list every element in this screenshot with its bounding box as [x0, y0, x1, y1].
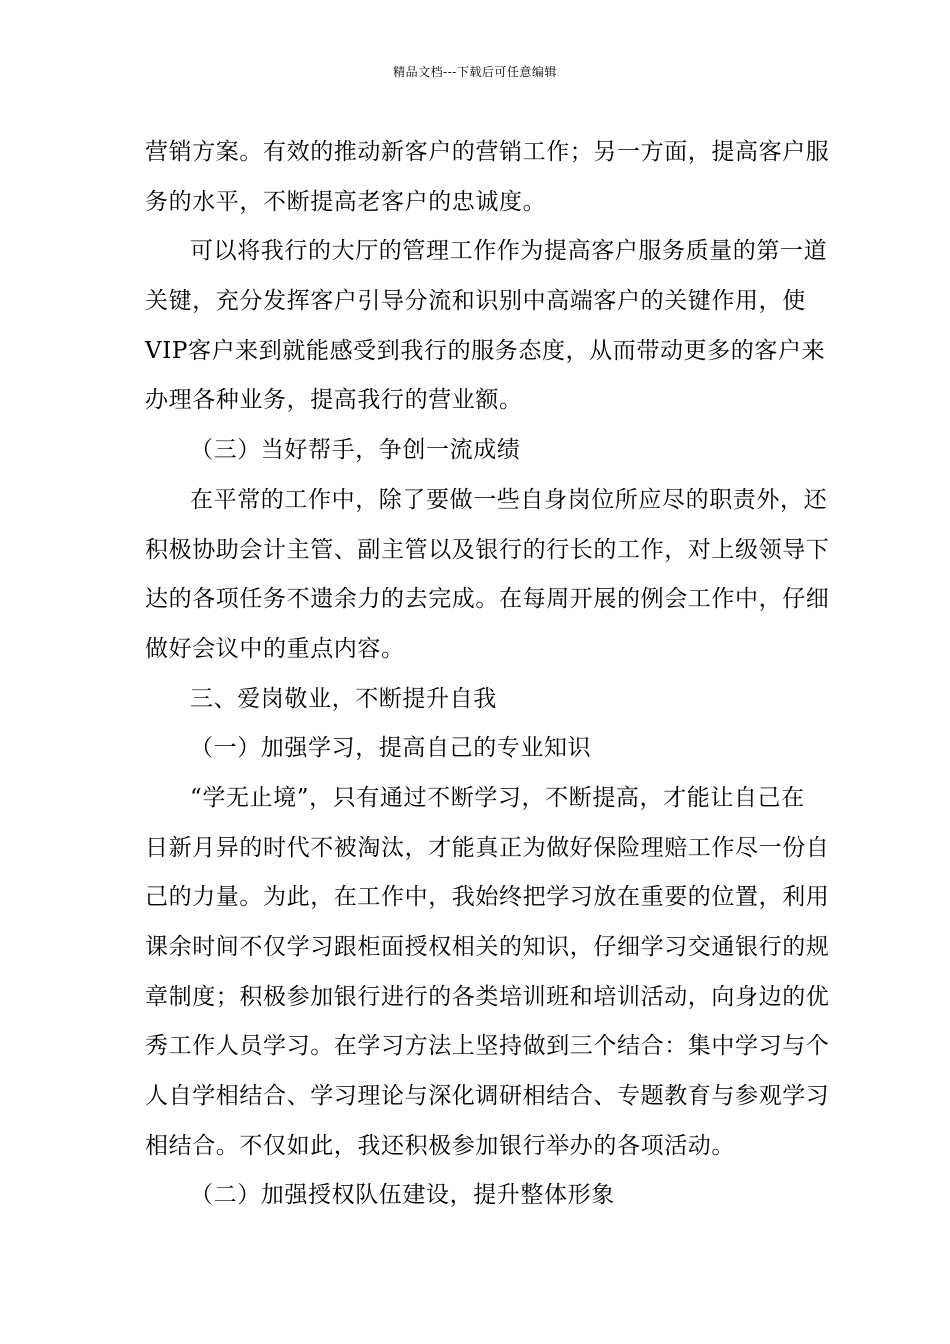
text-line: 办理各种业务，提高我行的营业额。: [145, 387, 523, 414]
section-heading: （一）加强学习，提高自己的专业知识: [190, 735, 592, 762]
section-heading: 三、爱岗敬业，不断提升自我: [190, 685, 497, 712]
text-line: 营销方案。有效的推动新客户的营销工作；另一方面，提高客户服: [145, 139, 830, 165]
section-heading: （三）当好帮手，争创一流成绩: [190, 437, 521, 464]
section-heading: （二）加强授权队伍建设，提升整体形象: [190, 1182, 615, 1209]
text-line: 达的各项任务不遗余力的去完成。在每周开展的例会工作中，仔细: [145, 586, 830, 613]
document-body: [145, 128, 830, 1221]
text-line: 务的水平，不断提高老客户的忠诚度。: [145, 188, 547, 215]
text-line: 章制度；积极参加银行进行的各类培训班和培训活动，向身边的优: [145, 983, 830, 1010]
page-header: 精品文档---下载后可任意编辑: [393, 65, 557, 79]
text-line: 人自学相结合、学习理论与深化调研相结合、专题教育与参观学习: [145, 1083, 830, 1110]
text-line: 可以将我行的大厅的管理工作作为提高客户服务质量的第一道: [190, 238, 828, 265]
text-line: 积极协助会计主管、副主管以及银行的行长的工作，对上级领导下: [145, 536, 830, 563]
text-line: 课余时间不仅学习跟柜面授权相关的知识，仔细学习交通银行的规: [145, 934, 830, 960]
text-line: VIP客户来到就能感受到我行的服务态度，从而带动更多的客户来: [145, 337, 826, 364]
text-line: 日新月异的时代不被淘汰，才能真正为做好保险理赔工作尽一份自: [145, 834, 830, 861]
text-line: 关键，充分发挥客户引导分流和识别中高端客户的关键作用，使: [145, 288, 806, 315]
text-line: 己的力量。为此，在工作中，我始终把学习放在重要的位置，利用: [145, 884, 830, 911]
text-line: 做好会议中的重点内容。: [145, 635, 405, 662]
text-line: 在平常的工作中，除了要做一些自身岗位所应尽的职责外，还: [190, 486, 828, 513]
text-line: “学无止境”，只有通过不断学习，不断提高，才能让自己在: [190, 784, 805, 811]
text-line: 秀工作人员学习。在学习方法上坚持做到三个结合：集中学习与个: [145, 1033, 830, 1060]
text-line: 相结合。不仅如此，我还积极参加银行举办的各项活动。: [145, 1132, 735, 1159]
